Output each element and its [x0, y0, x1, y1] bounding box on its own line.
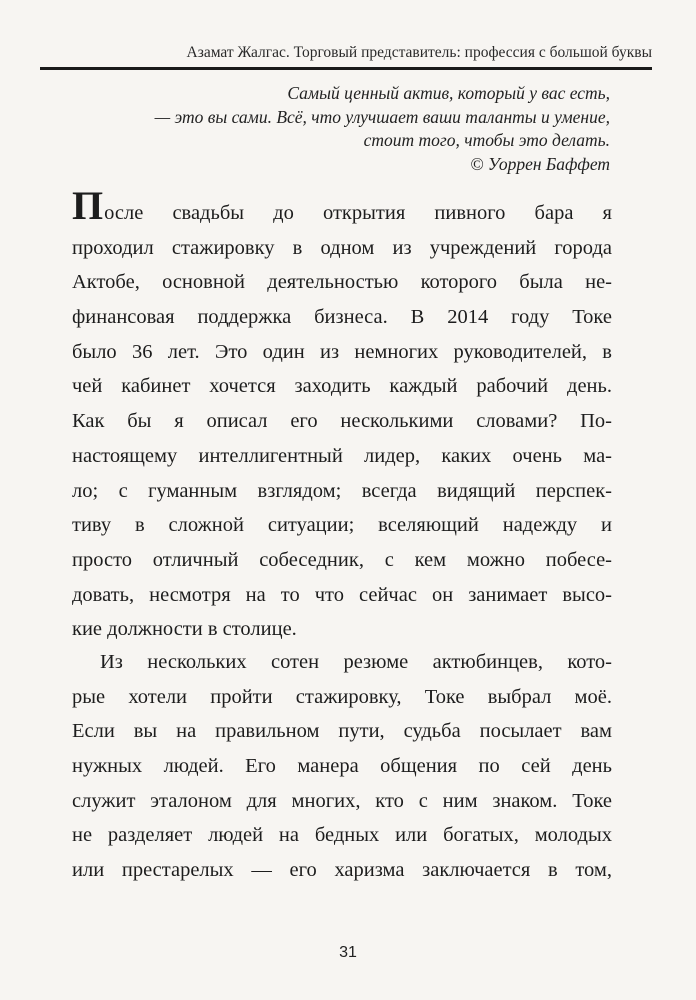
- text-line: тиву в сложной ситуации; вселяющий надежду и: [72, 514, 612, 537]
- text-line: или престарелых — его харизма заключается в том,: [72, 859, 612, 882]
- epigraph: [90, 82, 610, 176]
- text-line: Если вы на правильном пути, судьба посылает вам: [72, 720, 612, 743]
- text-line: Из нескольких сотен резюме актюбинцев, кото-: [100, 651, 612, 673]
- epigraph-line: стоит того, чтобы это делать.: [363, 130, 610, 150]
- running-header: Азамат Жалгас. Торговый представитель: профессия с большой буквы: [186, 44, 652, 61]
- epigraph-line: Самый ценный актив, который у вас есть,: [287, 83, 610, 103]
- paragraph-1: [72, 183, 612, 647]
- drop-cap: П: [72, 183, 104, 228]
- text-line: Актобе, основной деятельностью которого была не-: [72, 271, 612, 294]
- text-line: кие должности в столице.: [72, 618, 297, 641]
- paragraph-2: [72, 645, 612, 888]
- text-line-content: осле свадьбы до открытия пивного бара я: [104, 202, 612, 224]
- text-line: проходил стажировку в одном из учреждений города: [72, 236, 612, 259]
- text-line: было 36 лет. Это один из немногих руководителей, в: [72, 340, 612, 363]
- text-line: настоящему интеллигентный лидер, каких очень ма-: [72, 444, 612, 467]
- text-line: довать, несмотря на то что сейчас он занимает высо-: [72, 583, 612, 606]
- text-line: не разделяет людей на бедных или богатых, молодых: [72, 824, 612, 847]
- text-line: чей кабинет хочется заходить каждый рабочий день.: [72, 375, 612, 398]
- text-line: [72, 183, 612, 231]
- epigraph-attribution: © Уоррен Баффет: [470, 153, 610, 174]
- text-line: ло; с гуманным взглядом; всегда видящий перспек-: [72, 479, 612, 502]
- epigraph-line: — это вы сами. Всё, что улучшает ваши таланты и умение,: [154, 106, 610, 127]
- text-line: Как бы я описал его несколькими словами? По-: [72, 410, 612, 433]
- text-line: рые хотели пройти стажировку, Токе выбрал моё.: [72, 685, 612, 708]
- text-line: просто отличный собеседник, с кем можно побесе-: [72, 548, 612, 571]
- page-number: 31: [339, 944, 357, 961]
- header-rule: [40, 67, 652, 70]
- text-line: нужных людей. Его манера общения по сей день: [72, 755, 612, 778]
- text-line: финансовая поддержка бизнеса. В 2014 году Токе: [72, 306, 612, 329]
- text-line: служит эталоном для многих, кто с ним знаком. Токе: [72, 789, 612, 812]
